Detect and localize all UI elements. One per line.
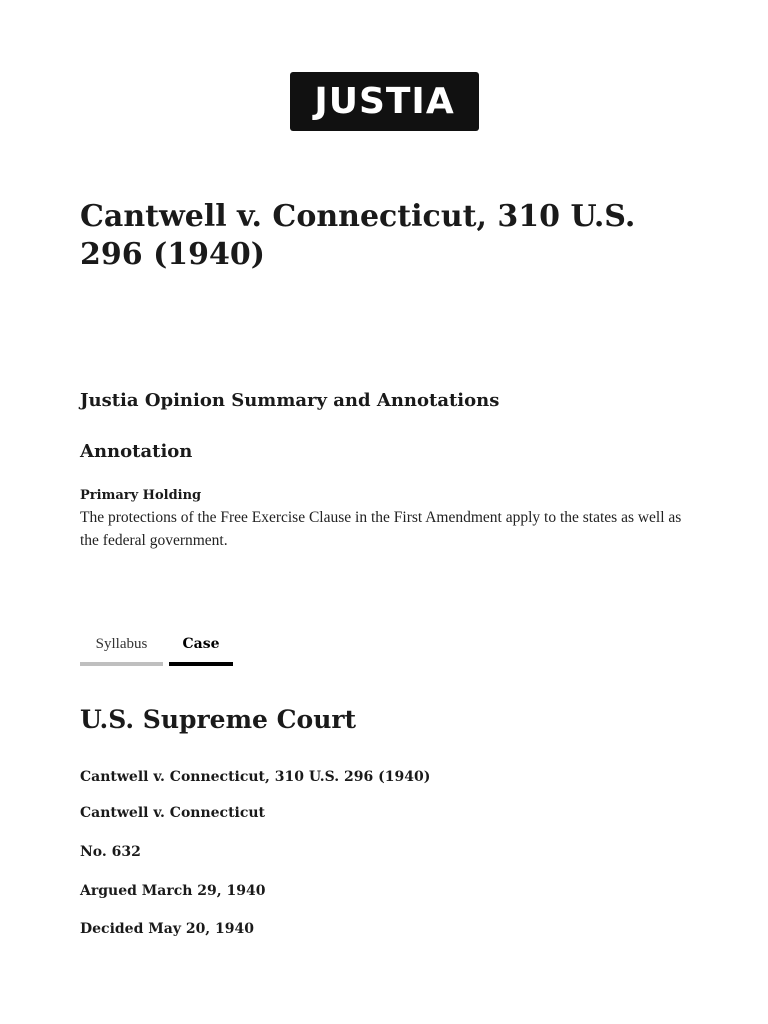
- case-citation: Cantwell v. Connecticut, 310 U.S. 296 (1940): [80, 769, 431, 785]
- primary-holding-label: Primary Holding: [80, 488, 202, 503]
- case-argued-date: Argued March 29, 1940: [80, 883, 266, 899]
- case-short-name: Cantwell v. Connecticut: [80, 805, 266, 821]
- page-title: Cantwell v. Connecticut, 310 U.S. 296 (1940): [80, 199, 636, 272]
- logo-text: JUSTIA: [314, 80, 455, 122]
- primary-holding-text: The protections of the Free Exercise Clause in the First Amendment apply to the states as well as the federal government.: [80, 509, 682, 549]
- case-tabs: [80, 630, 233, 666]
- justia-logo[interactable]: [290, 72, 479, 131]
- summary-heading: Justia Opinion Summary and Annotations: [80, 390, 500, 411]
- tab-case[interactable]: Case: [169, 630, 233, 666]
- tab-syllabus[interactable]: Syllabus: [80, 630, 163, 666]
- annotation-heading: Annotation: [80, 441, 193, 462]
- court-heading: U.S. Supreme Court: [80, 705, 357, 734]
- case-decided-date: Decided May 20, 1940: [80, 921, 255, 937]
- case-docket: No. 632: [80, 844, 141, 860]
